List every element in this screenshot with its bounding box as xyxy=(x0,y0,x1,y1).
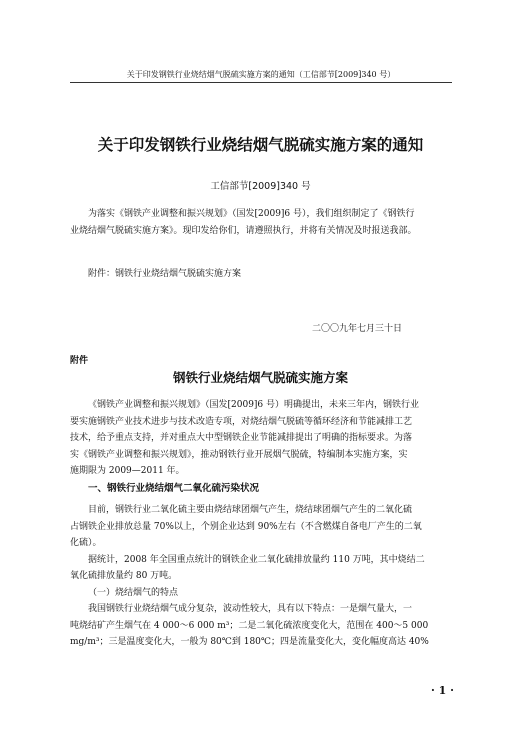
subsection-heading: （一）烧结烟气的特点 xyxy=(88,587,179,598)
plan-title: 钢铁行业烧结烟气脱硫实施方案 xyxy=(172,370,348,385)
notice-body-line: 业烧结烟气脱硫实施方案》。现印发给你们，请遵照执行，并将有关情况及时报送我部。 xyxy=(70,225,417,236)
annex-intro-line: 施期限为 2009—2011 年。 xyxy=(70,466,185,476)
section-paragraph-line: 吨烧结矿产生烟气在 4 000～6 000 m³；二是二氧化硫浓度变化大，范围在 400～5 000 xyxy=(70,620,429,631)
running-header: 关于印发钢铁行业烧结烟气脱硫实施方案的通知（工信部节[2009]340 号） xyxy=(126,70,396,79)
section-paragraph xyxy=(70,502,452,651)
section-paragraph-line: 占钢铁企业排放总量 70%以上，个别企业达到 90%左右（不含燃煤自备电厂产生的二氧 xyxy=(70,521,422,532)
notice-title: 关于印发钢铁行业烧结烟气脱硫实施方案的通知 xyxy=(97,136,424,154)
attachment-line: 附件：钢铁行业烧结烟气脱硫实施方案 xyxy=(88,269,242,279)
notice-date: 二〇〇九年七月三十日 xyxy=(312,324,403,334)
section-paragraph-line: mg/m³；三是温度变化大，一般为 80℃到 180℃；四是流量变化大，变化幅度高达 40% xyxy=(70,637,429,647)
section-paragraph-line: 化硫）。 xyxy=(70,538,102,548)
document-number: 工信部节[2009]340 号 xyxy=(210,181,311,192)
annex-intro-line: 实《钢铁产业调整和振兴规划》，推动钢铁行业开展烟气脱硫，特编制本实施方案，实 xyxy=(70,449,408,460)
section-heading: 一、钢铁行业烧结烟气二氧化硫污染状况 xyxy=(88,483,260,494)
header-divider xyxy=(70,82,452,83)
annex-label: 附件 xyxy=(70,356,89,366)
annex-intro-line: 技术，给予重点支持，并对重点大中型钢铁企业节能减排提出了明确的指标要求。为落 xyxy=(70,433,413,443)
notice-body-line: 为落实《钢铁产业调整和振兴规划》（国发[2009]6 号），我们组织制定了《钢铁行 xyxy=(88,209,415,219)
annex-intro xyxy=(70,397,452,480)
section-paragraph-line: 氧化硫排放量约 80 万吨。 xyxy=(70,571,178,581)
section-paragraph-line: 我国钢铁行业烧结烟气成分复杂，波动性较大，具有以下特点：一是烟气量大，一 xyxy=(88,604,413,614)
notice-body xyxy=(70,206,452,239)
annex-intro-line: 要实施钢铁产业技术进步与技术改造专项，对烧结烟气脱硫等循环经济和节能减排工艺 xyxy=(70,416,413,427)
section-paragraph-line: 目前，钢铁行业二氧化硫主要由烧结球团烟气产生，烧结球团烟气产生的二氧化硫 xyxy=(88,505,413,515)
section-paragraph-line: 据统计，2008 年全国重点统计的钢铁企业二氧化硫排放量约 110 万吨，其中烧结二 xyxy=(88,554,425,565)
annex-intro-line: 《钢铁产业调整和振兴规划》（国发[2009]6 号）明确提出，未来三年内，钢铁行业 xyxy=(88,400,420,410)
page-number: · 1 · xyxy=(431,684,454,697)
